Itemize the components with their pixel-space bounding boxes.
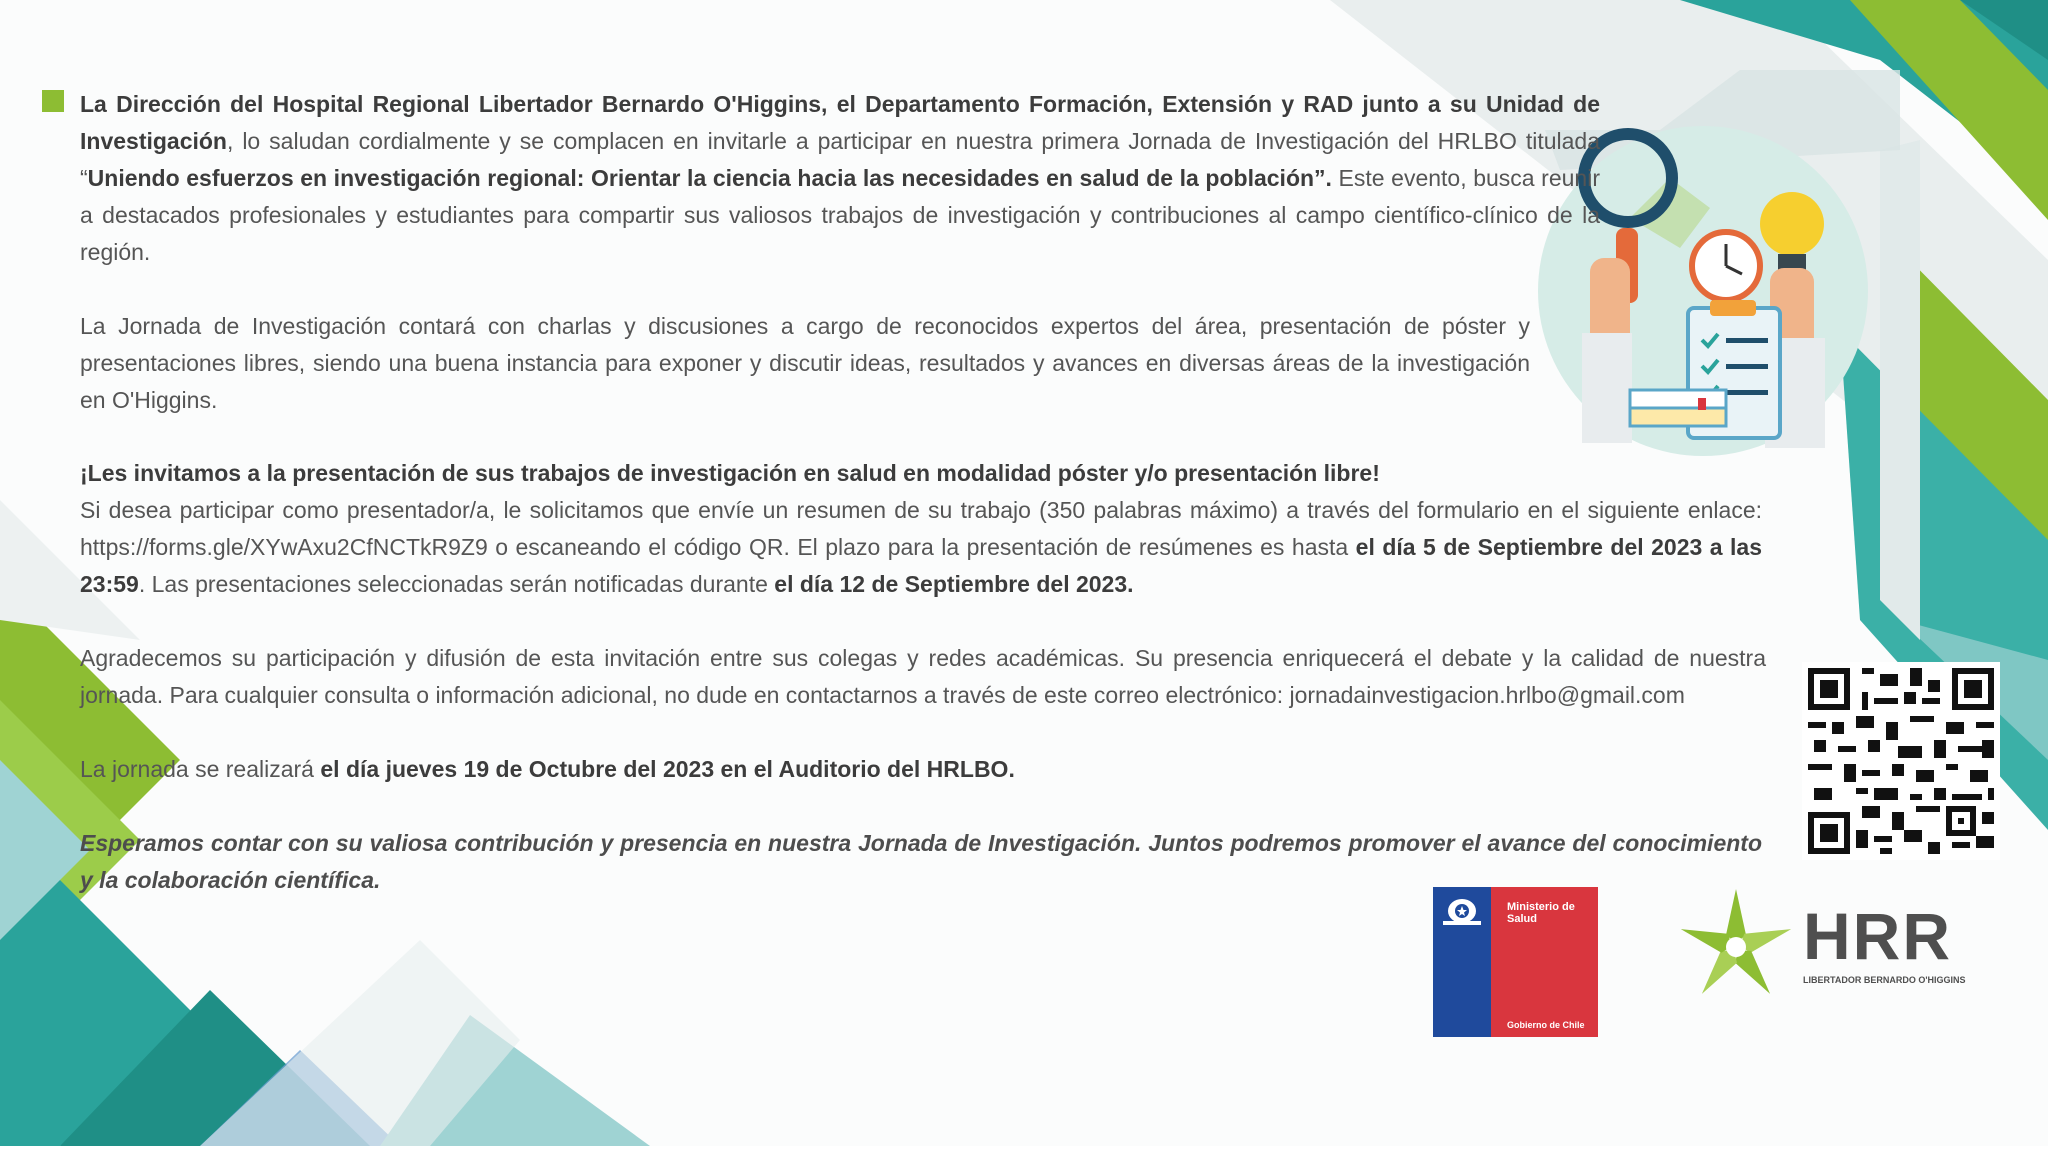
program-paragraph: La Jornada de Investigación contará con charlas y discusiones a cargo de reconocidos expertos del área, presentación de póster y presentaciones libres, siendo una buena instancia para exponer y discutir ideas, resultados y avances en diversas áreas de la investigación en O'Higgins. (80, 313, 1530, 413)
hrr-logo (1678, 885, 1968, 1015)
star-logo-icon (1678, 885, 1798, 1015)
date-paragraph (80, 751, 1480, 788)
call-paragraph (80, 455, 1762, 603)
qr-code[interactable] (1802, 662, 2000, 860)
gobierno-chile: Gobierno de Chile (1507, 1020, 1585, 1030)
call-text-1: Si desea participar como presentador/a, le solicitamos que envíe un resumen de su trabajo (350 palabras máximo) a través del formulario en el siguiente enlace: https://forms.gle/XYwAxu2CfNCTkR9Z9 o escaneando el código QR. El plazo para la presentación de resúmenes es hasta (80, 497, 1762, 560)
intro-bold-1: La Dirección del Hospital Regional Libertador Bernardo O'Higgins, el Departamento Formación, Extensión y RAD junto a su Unidad de Investigación (80, 91, 1600, 154)
coat-of-arms-icon (1439, 893, 1485, 929)
bullet-square (42, 90, 64, 112)
lightbulb-icon (1760, 192, 1824, 256)
intro-text-1: , lo saludan cordialmente y se complacen en invitarle a participar en nuestra primera Jornada de Investigación del HRLBO titulada “ (80, 128, 1600, 191)
deadline-date: el día 5 de Septiembre del 2023 a las 23:59 (80, 534, 1763, 597)
event-date: el día jueves 19 de Octubre del 2023 en el Auditorio del HRLBO. (320, 756, 1015, 782)
hrr-name: HRR (1803, 899, 1952, 973)
ministerio-salud-logo (1433, 887, 1598, 1037)
hrr-subtitle: LIBERTADOR BERNARDO O'HIGGINS (1803, 975, 1966, 985)
call-heading: ¡Les invitamos a la presentación de sus trabajos de investigación en salud en modalidad póster y/o presentación libre! (80, 460, 1380, 486)
date-text: La jornada se realizará (80, 756, 321, 782)
minsal-line-2: Salud (1507, 913, 1537, 925)
books-icon (1630, 390, 1726, 408)
bottom-strip (0, 1146, 2048, 1173)
intro-text-2: Este evento, busca reunir a destacados profesionales y estudiantes para compartir sus valiosos trabajos de investigación y contribuciones al campo científico-clínico de la región. (80, 165, 1600, 265)
notification-date: el día 12 de Septiembre del 2023. (774, 571, 1134, 597)
call-text-2: . Las presentaciones seleccionadas serán notificadas durante (138, 571, 775, 597)
event-title: Uniendo esfuerzos en investigación regional: Orientar la ciencia hacia las necesidades en salud de la población”. (87, 165, 1332, 191)
minsal-line-1: Ministerio de (1507, 901, 1575, 913)
thanks-paragraph: Agradecemos su participación y difusión de esta invitación entre sus colegas y redes académicas. Su presencia enriquecerá el debate y la calidad de nuestra jornada. Para cualquier consulta o información adicional, no dude en contactarnos a través de este correo electrónico: jornadainvestigacion.hrlbo@gmail.com (80, 645, 1766, 708)
closing-paragraph: Esperamos contar con su valiosa contribución y presencia en nuestra Jornada de Investigación. Juntos podremos promover el avance del conocimiento y la colaboración científica. (80, 830, 1762, 893)
intro-paragraph (80, 86, 1600, 271)
